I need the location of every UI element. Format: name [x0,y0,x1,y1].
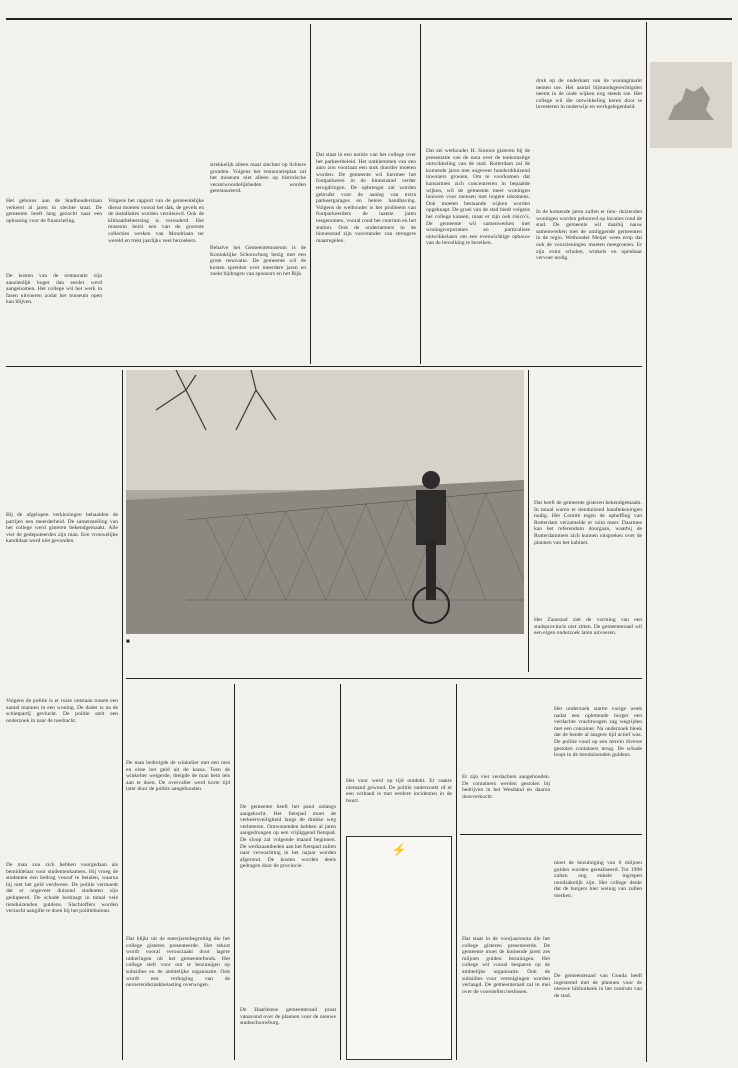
schiet-title [6,598,118,648]
brand-body: Het vuur werd op tijd ontdekt. Er raakte niemand gewond. De politie onderzoekt of er een verband is met eerdere incidenten in de buurt. [346,778,452,804]
gemeente-body-2: druk op de onderkant van de woningmarkt nemen toe. Het aantal bijstandsgerechtigden neemt in de oude wijken nog steeds toe. Het college wil die ontwikkeling keren door te investeren in onderwijs en werkgelegenheid. [536,78,642,111]
fietspad-title [240,682,336,740]
melk-byline [126,704,230,712]
museum-body-col2: Volgens het rapport van de gemeentelijke dienst moeten vooral het dak, de gevels en de installaties worden vernieuwd. Ook de klimaatbeheersing is verouderd. Het museum bezit een van de grootste collecties werken van Mondriaan ter wereld en trekt jaarlijks veel bezoekers. [108,198,204,244]
museum-kicker [6,24,306,36]
fietspad-sub [240,996,336,1006]
alphen-body-2: moet de bezuiniging van 6 miljoen gulden worden gerealiseerd. Tot 1998 zullen nog enkele ingrepen noodzakelijk zijn. Het college denkt dat de burgers hier weinig van zullen merken. [554,860,642,899]
alphen-title [462,838,642,856]
melk-lead [126,714,230,758]
referendum-lead [534,436,642,498]
alphen-body-1: Dat staat in de voorjaarsnota die het college gisteren presenteerde. De gemeente moet de komende jaren zes miljoen gulden bezuinigen. Het college wil vooral besparen op de ambtelijke organisatie. Ook de subsidies voor verenigingen worden verlaagd. De gemeenteraad zal in mei over de voorstellen beslissen. [462,936,550,995]
masthead-rule [6,18,732,20]
politie-lead [462,716,550,772]
studenten-body: De man zou zich hebben voorgedaan als bemiddelaar voor studentenkamers. Hij vroeg de studenten een bedrag vooraf te betalen, waarna hij met het geld verdween. De politie vermoedt dat er ongeveer duizend studenten zijn gedupeerd. De schade bedraagt in totaal vele tienduizenden guldens. Slachtoffers worden verzocht aangifte te doen bij het politiebureau. [6,862,118,915]
brand-tag [346,826,452,834]
alphen-sub [554,962,642,972]
politie-body-1: Er zijn vier verdachten aangehouden. De containers werden gestolen bij bedrijven in het Westland en daarna doorverkocht. [462,774,550,800]
politie-byline [462,706,552,714]
gemeente-title [426,36,642,74]
melk-body: De man bedreigde de winkelier met een mes en eiste het geld uit de kassa. Toen de winkelier weigerde, dreigde de man hem iets aan te doen. De overvaller werd korte tijd later door de politie aangehouden. [126,760,230,793]
photo-scene [126,370,524,634]
col-rule-4 [122,370,123,1060]
masthead-center [320,7,440,17]
gemeente-body-3: In de komende jaren zullen er tien- duizenden woningen worden gebouwd op locaties rond de stad. De gemeente wil daarbij nauw samenwerken met de omliggende gemeenten in de regio. Wethouder Meijer wees erop dat ook de voorzieningen moeten meegroeien. Er zijn extra scholen, winkels en openbaar vervoer nodig. [536,209,642,262]
gemeente-body-1: Dat zei wethouder H. Simons gisteren bij de presentatie van de nota over de toekomstige ontwikkeling van de stad. Rotterdam zal de komende jaren met ongeveer honderdduizend inwoners groeien. Om te voorkomen dat kansarmen zich concentreren in bepaalde wijken, wil de gemeente meer woningen bouwen voor mensen met hogere inkomens. Ook moeten bestaande wijken worden opgeknapt. De groei van de stad biedt volgens het college kansen, maar er zijn ook risico’s. De gemeente wil samenwerken met woningcorporaties en particuliere ontwikkelaars om een evenwichtige opbouw van de bevolking te bereiken. [426,148,530,247]
museum-body-col3b: Behalve het Gemeentemuseum is de Koninklijke Schouwburg bezig met een grote renovatie. De gemeente wil de kosten spreiden over meerdere jaren en zoekt bijdragen van sponsors en het Rijk. [210,245,306,278]
col-rule-2 [420,24,421,364]
studenten-lead [6,816,118,860]
wieklem-body: Dat staat in een notitie van het college over het parkeerbeleid. Het ontklemmen van een auto zou voortaan een stuk duurder moeten worden. De gemeente wil hiermee het foutparkeren in de binnenstad verder terugdringen. De opbrengst zal worden gebruikt voor de aanleg van extra parkeergarages en betere handhaving. Volgens de wethouder is het probleem van foutparkeerders de laatste jaren toegenomen, vooral rond het centrum en het station. Ook de ondernemers in de binnenstad zijn voorstander van strengere maatregelen. [316,152,416,244]
row-rule-4 [460,834,642,835]
zh-body: Bij de afgelopen verkiezingen behaalden de partijen een meerderheid. De samenstelling van het college werd gisteren bekendgemaakt. Alle vier de gedeputeerden zijn man. Een vrouwelijke kandidaat werd niet gevonden. [6,512,118,545]
photo-windscherm [126,370,524,634]
schiet-body: Volgens de politie is er ruzie ontstaan tussen een aantal mannen in een woning. De dader is na de schietpartij gevlucht. De politie stelt een onderzoek in naar de toedracht. [6,698,118,724]
gemeente-byline [426,78,530,86]
ad-opel[interactable] [346,836,452,1060]
photo-credit [470,668,524,676]
regio-logo-top [650,66,732,78]
schiet-lead [6,652,118,696]
zh-byline [6,444,118,452]
fietspad-body-2: De Haarlemse gemeenteraad praat vanavond over de plannen voor de nieuwe stadsschouwburg. [240,1007,336,1027]
zh-title [6,370,118,442]
museum-sub-2 [210,234,306,244]
regio-map-icon [660,80,722,126]
row-rule-3 [126,678,642,679]
referendum-byline [534,426,642,434]
col-rule-7 [340,684,341,1060]
melk-title [126,684,230,700]
museum-body-col1b: De kosten van de restauratie zijn aanzienlijk hoger dan eerder werd aangenomen. Het college wil het werk in fasen uitvoeren zodat het museum open kan blijven. [6,273,102,306]
museum-sub [6,262,102,272]
regio-logo-bottom [650,126,732,144]
gemeente-lead [426,88,530,146]
mid-rule [6,366,642,367]
col-rule-5 [528,370,529,672]
col-rule-1 [310,24,311,364]
gemeente-kicker [426,22,642,34]
brand-title [346,684,452,730]
capelle-body: Dat blijkt uit de meerjarenbegroting die het college gisteren presenteerde. Het tekort wordt vooral veroorzaakt door lagere uitkeringen uit het gemeentefonds. Het college stelt voor om te bezuinigen op subsidies en de ambtelijke organisatie. Ook wordt een verhoging van de onroerendezaakbelasting overwogen. [126,936,230,989]
politie-body-2: Het onderzoek startte vorige week nadat een oplettende burger een verdachte vrachtwagen zag wegrijden met een container. Na onderzoek bleek dat de bende al langere tijd actief was. De politie vond op een terrein diverse gestolen containers terug. De schade loopt in de tienduizenden guldens. [554,706,642,759]
alphen-lead [462,870,550,934]
masthead-left [6,8,206,17]
wieklem-lead [316,92,416,150]
zh-lead [6,454,118,510]
col-rule-3 [646,22,647,1062]
politie-title [462,684,642,702]
referendum-sub [534,606,642,616]
col-rule-6 [234,684,235,1060]
studenten-title [6,776,118,812]
masthead-right [592,8,732,17]
museum-title-2 [6,70,306,102]
fietspad-body: De gemeente heeft het pand onlangs aangekocht. Het fietspad moet de verkeersveiligheid langs de drukke weg verbeteren. Omwonenden hebben al jaren aangedrongen op een vrijliggend fietspad. De sloop zal volgende maand beginnen. De werkzaamheden aan het fietspad zullen naar verwachting in het najaar worden afgerond. De kosten worden deels gedragen door de provincie. [240,804,336,870]
referendum-body: Dat heeft de gemeente gisteren bekendgemaakt. In totaal waren er tienduizend handtekeningen nodig. Het Comité tegen de opheffing van Rotterdam verzamelde er ruim meer. Daarmee kan het referendum doorgaan, waarbij de Rotterdammers zich kunnen uitspreken over de plannen van het kabinet. [534,500,642,546]
col-rule-8 [456,684,457,1060]
fietspad-lead [240,752,336,802]
gemeente-sub [536,198,642,208]
ad-brand: ⚡ [391,843,407,857]
capelle-lead [126,890,230,934]
capelle-title [126,844,230,878]
fietspad-byline [240,742,336,750]
museum-title-1 [6,38,306,70]
photo-caption: ■ [126,638,130,645]
museum-body-col3: strekkelijk alleen maar slechter op lichtere gronden. Volgens het restauratieplan zal het museum niet alleen op historische verantwoordelijkheden worden gerestaureerd. [210,162,306,195]
regio-west-logo [650,62,732,148]
museum-body-col1: Het gebouw aan de Stadhouderslaan verkeert al jaren in slechte staat. De gemeente heeft lang gezocht naar een oplossing voor de financiering. [6,198,102,224]
alphen-byline [462,860,550,868]
regio-items [650,152,734,1060]
capelle-byline [126,880,230,888]
referendum-body-2: Het Zaanstad ziet de vorming van een stadsprovincie niet zitten. De gemeenteraad wil een eigen onderzoek laten uitvoeren. [534,617,642,637]
alphen-body-3: De gemeenteraad van Gouda heeft ingestemd met de plannen voor de nieuwe bibliotheek in het centrum van de stad. [554,973,642,999]
brand-lead [346,732,452,776]
referendum-title [534,370,642,424]
wieklem-title [316,26,416,88]
